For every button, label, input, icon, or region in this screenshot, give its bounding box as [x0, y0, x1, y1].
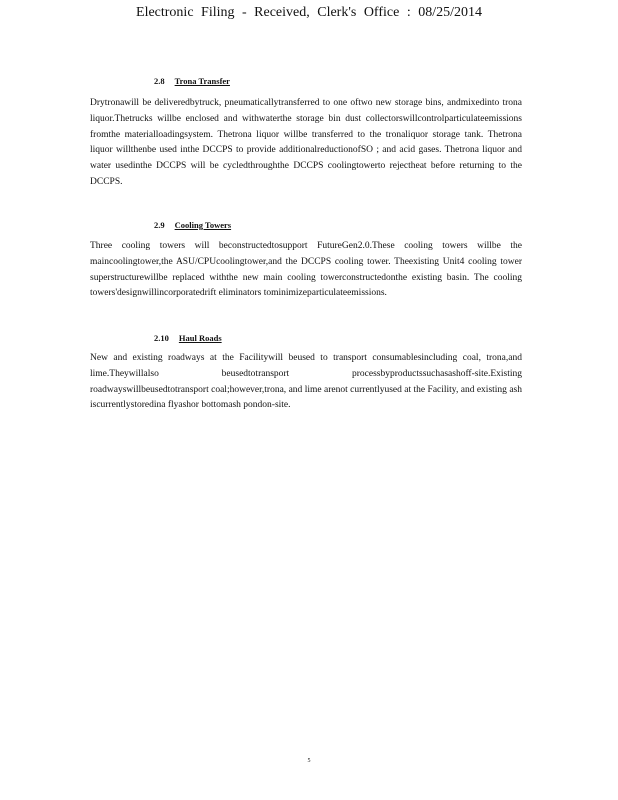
- filing-header: Electronic Filing - Received, Clerk's Office : 08/25/2014: [136, 5, 482, 20]
- section-number: 2.10: [154, 333, 169, 343]
- section-heading: [154, 333, 246, 343]
- section-heading: [154, 76, 254, 86]
- section-number: 2.9: [154, 220, 165, 230]
- section-body: New and existing roadways at the Facilitywill beused to transport consumablesincluding coal, trona,and lime.Theywillalso beusedtotransport processbyproductssuchasashoff-site.Existing roadwayswillbeusedtotransport coal;however,trona, and lime arenot currentlyused at the Facility, and existing ash iscurrentlystoredina flyashor bottomash pondon-site.: [90, 353, 522, 411]
- section-title: Haul Roads: [178, 333, 222, 343]
- section-body: Drytronawill be deliveredbytruck, pneumaticallytransferred to one oftwo new storage bins, andmixedinto trona liquor.Thetrucks willbe enclosed and withwaterthe storage bin dust collectorswillcontrolparticulateemissions fromthe materialloadingsystem. Thetrona liquor willbe transferred to the tronaliquor storage tank. Thetrona liquor willthenbe used inthe DCCPS to provide additionalreductionofSO ; and acid gases. Thetrona liquor and water usedinthe DCCPS will be cycledthroughthe DCCPS coolingtowerto rejectheat before returning to the DCCPS.: [90, 98, 522, 187]
- section-number: 2.8: [154, 76, 165, 86]
- section-title: Cooling Towers: [174, 220, 232, 230]
- page-number: 5: [307, 758, 311, 764]
- section-title: Trona Transfer: [174, 76, 230, 86]
- section-heading: [154, 220, 255, 230]
- section-body: Three cooling towers will beconstructedtosupport FutureGen2.0.These cooling towers willbe the maincoolingtower,the ASU/CPUcoolingtower,and the DCCPS cooling tower. Theexisting Unit4 cooling tower superstructurewillbe replaced withthe new main cooling towerconstructedonthe existing basin. The cooling towers'designwillincorporatedrift eliminators tominimizeparticulateemissions.: [90, 241, 522, 299]
